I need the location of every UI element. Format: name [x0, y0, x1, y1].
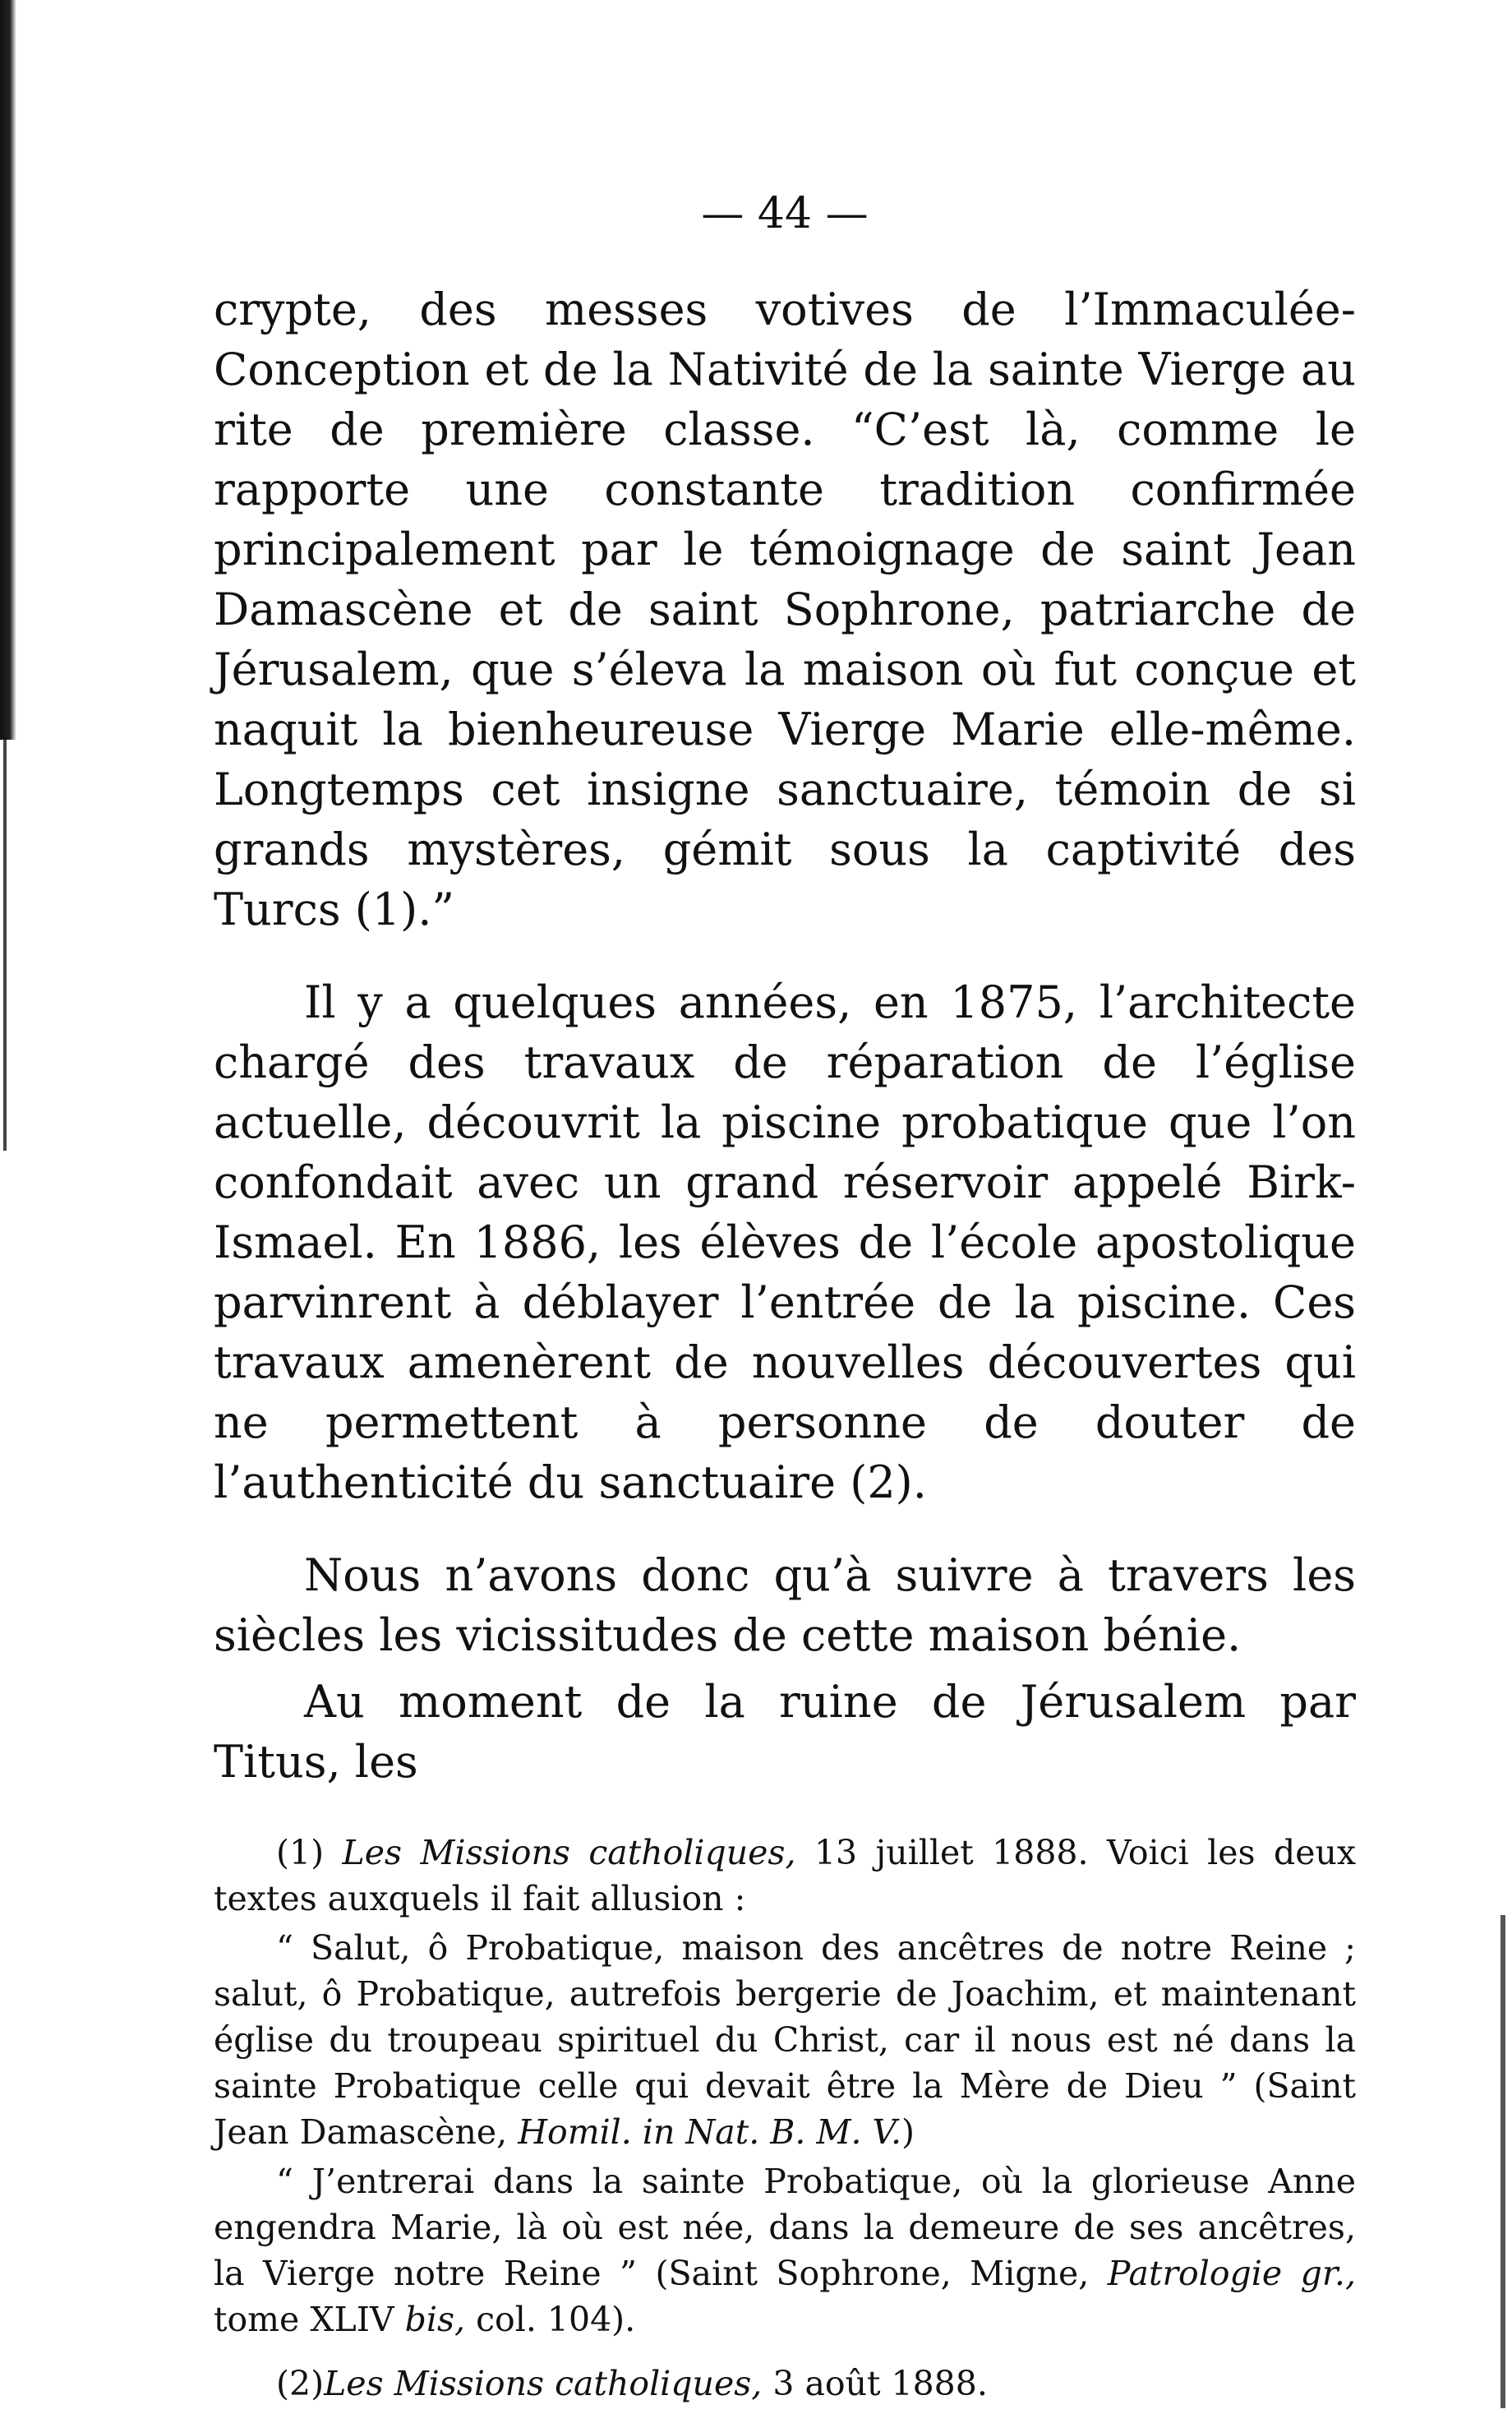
footnote-1-quote-1: [214, 1925, 1356, 2155]
quote-2-bis: bis,: [404, 2300, 466, 2339]
paragraph-2: Il y a quelques années, en 1875, l’architecte chargé des travaux de réparation de l’église actuelle, découvrit la piscine probatique que l’on confondait avec un grand réservoir appelé Birk-Ismael. En 1886, les élèves de l’école apostolique parvinrent à déblayer l’entrée de la piscine. Ces travaux amenèrent de nouvelles découvertes qui ne permettent à personne de douter de l’authenticité du sanctuaire (2).: [214, 976, 1356, 1508]
scan-edge-line: [3, 740, 7, 1151]
footnote-2-text: 3 août 1888.: [772, 2364, 988, 2403]
footnote-2-marker: (2): [276, 2364, 325, 2403]
quote-1-text: “ Salut, ô Probatique, maison des ancêtres de notre Reine ; salut, ô Probatique, autrefois bergerie de Joachim, et maintenant église du troupeau spirituel du Christ, car il nous est né dans la sainte Probatique celle qui devait être la Mère de Dieu ” (Saint Jean Damascène,: [214, 1928, 1356, 2152]
footnote-1: [214, 1830, 1356, 1922]
footnote-2: [214, 2361, 1356, 2407]
footnote-1-text: 13 juillet 1888. Voici les deux textes auxquels il fait allusion :: [214, 1833, 1357, 1918]
quote-1-close: ): [901, 2112, 915, 2152]
quote-2-text: “ J’entrerai dans la sainte Probatique, où la glorieuse Anne engendra Marie, là où est née, dans la demeure de ses ancêtres, la Vierge notre Reine ” (Saint Sophrone, Migne,: [214, 2162, 1356, 2293]
paragraph-1: crypte, des messes votives de l’Immaculée-Conception et de la Nativité de la sainte Vierge au rite de première classe. “C’est là, comme le rapporte une constante tradition confirmée principalement par le témoignage de saint Jean Damascène et de saint Sophrone, patriarche de Jérusalem, que s’éleva la maison où fut conçue et naquit la bienheureuse Vierge Marie elle-même. Longtemps cet insigne sanctuaire, témoin de si grands mystères, gémit sous la captivité des Turcs (1).”: [214, 284, 1356, 935]
footnote-1-marker: (1): [276, 1833, 325, 1872]
quote-2-column: col. 104).: [476, 2300, 636, 2339]
body-text: [214, 279, 1356, 1792]
footnotes: [214, 1830, 1356, 2407]
quote-2-source: Patrologie gr.,: [1107, 2254, 1356, 2293]
paragraph-4: Au moment de la ruine de Jérusalem par Titus, les: [214, 1676, 1356, 1788]
footnote-1-source: Les Missions catholiques,: [342, 1833, 796, 1872]
page-number: — 44 —: [701, 189, 869, 238]
quote-2-volume: tome XLIV: [214, 2300, 394, 2339]
page: [214, 189, 1356, 2407]
scan-edge-line-right: [1500, 1915, 1505, 2408]
footnote-1-quote-2: [214, 2158, 1356, 2342]
scan-edge-shadow: [0, 0, 16, 740]
quote-1-source: Homil. in Nat. B. M. V.: [518, 2112, 901, 2152]
paragraph-3: Nous n’avons donc qu’à suivre à travers les siècles les vicissitudes de cette maison bénie.: [214, 1549, 1356, 1661]
footnote-2-source: Les Missions catholiques,: [324, 2364, 763, 2403]
